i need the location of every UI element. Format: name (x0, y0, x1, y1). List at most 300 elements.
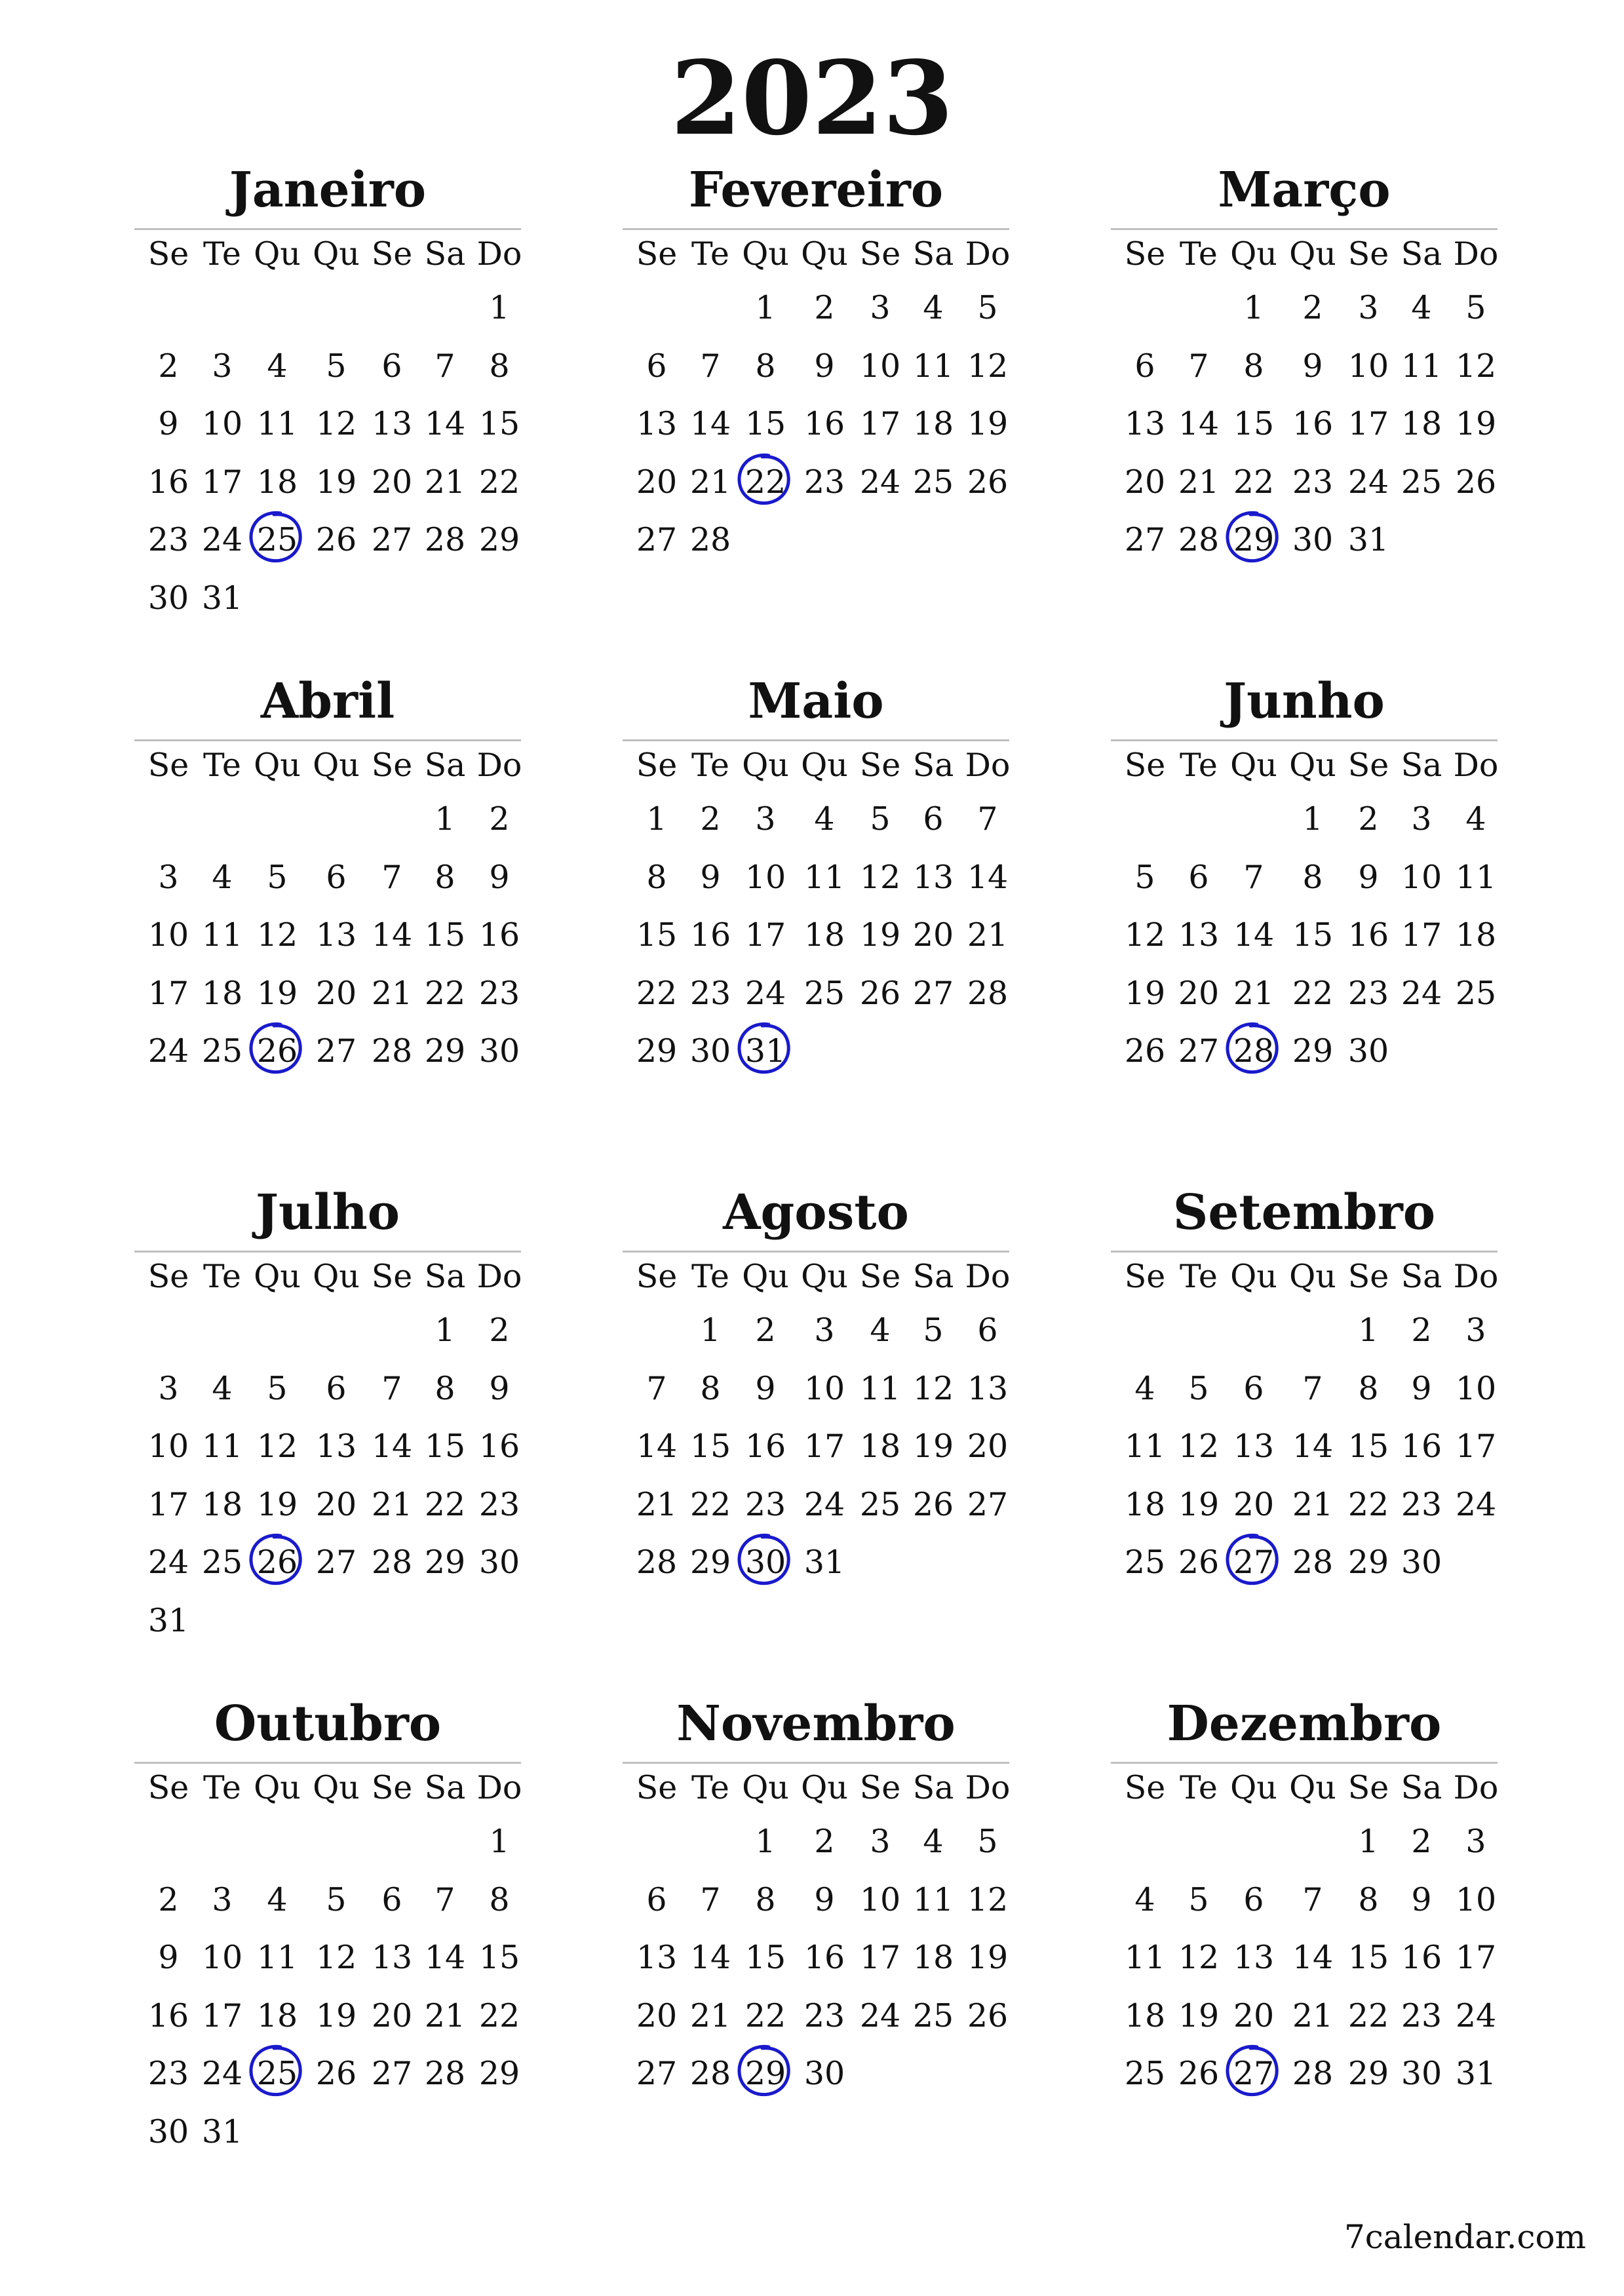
day-cell: 5 (977, 289, 998, 326)
day-cell: 15 (1347, 1428, 1389, 1465)
day-cell: 13 (1178, 916, 1220, 954)
day-cell: 9 (755, 1369, 776, 1407)
weekday-header: Qu (254, 235, 301, 273)
day-cell: 26 (315, 521, 357, 558)
day-cell: 29 (636, 1032, 678, 1070)
weekday-header: Te (203, 747, 241, 784)
day-cell: 11 (1124, 1428, 1166, 1465)
day-cell: 31 (1455, 2055, 1497, 2092)
day-cell: 28 (636, 1544, 678, 1581)
circle-mark-icon (735, 1530, 792, 1588)
day-cell: 15 (1292, 916, 1334, 954)
day-cell: 19 (912, 1428, 954, 1465)
day-cell: 17 (744, 916, 786, 954)
day-cell: 3 (755, 800, 776, 838)
day-cell: 25 (1124, 2055, 1166, 2092)
day-cell: 20 (371, 1996, 413, 2034)
day-cell-marked: 25 (250, 520, 305, 560)
day-cell: 13 (636, 405, 678, 442)
day-cell: 18 (256, 1996, 298, 2034)
day-cell: 12 (1178, 1428, 1220, 1465)
day-cell: 12 (1178, 1939, 1220, 1976)
day-cell: 28 (967, 974, 1009, 1012)
day-cell: 10 (147, 916, 189, 954)
day-cell: 10 (1455, 1369, 1497, 1407)
day-cell: 28 (371, 1032, 413, 1070)
day-cell: 20 (1233, 1996, 1275, 2034)
day-cell: 21 (1292, 1996, 1334, 2034)
day-cell: 29 (478, 2055, 520, 2092)
day-cell: 30 (478, 1544, 520, 1581)
month-dezembro (1111, 1698, 1498, 2170)
day-cell: 10 (201, 405, 243, 442)
day-cell: 24 (1455, 1996, 1497, 2034)
day-cell: 26 (859, 974, 901, 1012)
weekday-header: Se (636, 1258, 678, 1295)
day-cell-marked: 22 (738, 463, 793, 502)
weekday-header: Qu (742, 1769, 789, 1806)
day-cell: 2 (489, 800, 510, 838)
weekday-header: Do (476, 747, 522, 784)
day-cell: 15 (689, 1428, 731, 1465)
day-cell: 29 (1292, 1032, 1334, 1070)
weekday-header: Te (691, 747, 729, 784)
weekday-header: Sa (912, 1258, 954, 1295)
weekday-header: Se (636, 1769, 678, 1806)
day-cell: 27 (315, 1032, 357, 1070)
day-cell: 24 (1455, 1485, 1497, 1523)
weekday-header: Se (1347, 1769, 1389, 1806)
day-cell: 21 (636, 1485, 678, 1523)
day-cell: 22 (689, 1485, 731, 1523)
day-cell: 30 (689, 1032, 731, 1070)
weekday-header: Se (371, 1258, 413, 1295)
day-cell: 30 (147, 2112, 189, 2150)
day-cell: 13 (371, 405, 413, 442)
circle-mark-icon (246, 508, 304, 566)
weekday-header: Se (371, 235, 413, 273)
day-cell: 24 (803, 1485, 845, 1523)
day-cell: 9 (489, 858, 510, 896)
day-cell: 15 (478, 405, 520, 442)
day-cell: 21 (371, 974, 413, 1012)
day-cell: 1 (755, 289, 776, 326)
day-cell: 3 (158, 1369, 179, 1407)
day-cell: 8 (1243, 347, 1264, 385)
weekday-header: Qu (801, 1258, 848, 1295)
day-cell: 13 (912, 858, 954, 896)
day-cell: 28 (424, 521, 466, 558)
circle-mark-icon (246, 1019, 304, 1077)
day-cell: 23 (147, 521, 189, 558)
day-cell: 30 (147, 579, 189, 617)
day-cell: 12 (256, 1428, 298, 1465)
day-cell: 23 (147, 2055, 189, 2092)
day-cell: 20 (912, 916, 954, 954)
day-cell: 27 (1178, 1032, 1220, 1070)
day-cell: 19 (315, 1996, 357, 2034)
day-cell: 17 (1455, 1939, 1497, 1976)
weekday-header: Sa (912, 235, 954, 273)
day-cell: 9 (158, 405, 179, 442)
day-cell: 4 (814, 800, 835, 838)
weekday-header: Qu (1230, 1258, 1277, 1295)
weekday-header: Se (1124, 1769, 1166, 1806)
day-cell: 7 (700, 347, 721, 385)
weekday-header: Te (203, 1769, 241, 1806)
day-cell: 25 (912, 1996, 954, 2034)
day-cell: 7 (435, 1880, 455, 1918)
day-cell: 22 (424, 1485, 466, 1523)
weekday-header: Qu (254, 1258, 301, 1295)
circle-mark-icon (735, 2042, 792, 2099)
day-cell: 13 (315, 916, 357, 954)
day-cell: 14 (1292, 1939, 1334, 1976)
day-cell: 18 (201, 974, 243, 1012)
day-cell: 2 (1302, 289, 1323, 326)
weekday-header: Sa (1401, 747, 1442, 784)
day-cell: 24 (859, 1996, 901, 2034)
day-cell: 19 (256, 1485, 298, 1523)
weekday-header: Se (636, 235, 678, 273)
day-cell: 31 (147, 1601, 189, 1639)
day-cell: 2 (158, 347, 179, 385)
day-cell: 5 (1465, 289, 1486, 326)
day-cell: 23 (1401, 1485, 1442, 1523)
day-cell: 4 (267, 1880, 288, 1918)
day-cell: 14 (424, 1939, 466, 1976)
day-cell: 2 (489, 1312, 510, 1349)
day-cell-marked: 31 (738, 1032, 793, 1071)
day-cell: 11 (256, 1939, 298, 1976)
day-cell: 22 (744, 1996, 786, 2034)
day-cell: 26 (1178, 1544, 1220, 1581)
day-cell: 2 (700, 800, 721, 838)
day-cell: 18 (859, 1428, 901, 1465)
day-cell: 10 (803, 1369, 845, 1407)
weekday-header: Se (859, 747, 901, 784)
day-cell: 24 (1347, 463, 1389, 501)
day-cell: 25 (1124, 1544, 1166, 1581)
day-cell: 29 (424, 1544, 466, 1581)
weekday-header: Se (147, 1769, 189, 1806)
day-cell-marked: 27 (1226, 2054, 1281, 2093)
day-cell: 23 (803, 463, 845, 501)
day-cell: 14 (371, 1428, 413, 1465)
day-cell: 5 (267, 858, 288, 896)
weekday-header: Te (1180, 747, 1218, 784)
day-cell: 3 (870, 1823, 891, 1860)
day-cell: 4 (1134, 1880, 1155, 1918)
weekday-header: Do (476, 1258, 522, 1295)
day-cell: 26 (1455, 463, 1497, 501)
day-cell: 5 (977, 1823, 998, 1860)
weekday-header: Se (1347, 235, 1389, 273)
day-cell: 13 (371, 1939, 413, 1976)
day-cell: 10 (859, 1880, 901, 1918)
weekday-header: Qu (313, 1258, 360, 1295)
circle-mark-icon (735, 450, 792, 508)
day-cell: 6 (1188, 858, 1209, 896)
day-cell: 9 (489, 1369, 510, 1407)
day-cell: 12 (967, 1880, 1009, 1918)
weekday-header: Se (147, 235, 189, 273)
weekday-header: Do (476, 235, 522, 273)
weekday-header: Qu (313, 1769, 360, 1806)
day-cell: 11 (1401, 347, 1442, 385)
month-name: Agosto (723, 1184, 909, 1241)
month-agosto (623, 1186, 1009, 1658)
day-cell: 20 (315, 974, 357, 1012)
day-cell: 14 (371, 916, 413, 954)
day-cell: 26 (967, 463, 1009, 501)
day-cell: 22 (478, 1996, 520, 2034)
day-cell: 7 (435, 347, 455, 385)
day-cell: 24 (201, 2055, 243, 2092)
day-cell: 27 (371, 521, 413, 558)
day-cell: 9 (700, 858, 721, 896)
weekday-header: Do (965, 1769, 1011, 1806)
day-cell: 25 (859, 1485, 901, 1523)
day-cell: 2 (814, 1823, 835, 1860)
day-cell: 1 (489, 289, 510, 326)
day-cell: 22 (1347, 1996, 1389, 2034)
day-cell: 2 (1358, 800, 1379, 838)
weekday-header: Sa (424, 235, 466, 273)
circle-mark-icon (1223, 508, 1281, 566)
day-cell: 27 (636, 521, 678, 558)
day-cell: 13 (315, 1428, 357, 1465)
day-cell: 27 (371, 2055, 413, 2092)
day-cell: 4 (870, 1312, 891, 1349)
day-cell: 6 (646, 347, 667, 385)
day-cell: 21 (371, 1485, 413, 1523)
weekday-header: Se (859, 235, 901, 273)
weekday-header: Sa (424, 747, 466, 784)
day-cell: 7 (977, 800, 998, 838)
day-cell: 17 (147, 974, 189, 1012)
month-divider (1111, 739, 1498, 741)
day-cell: 10 (201, 1939, 243, 1976)
day-cell: 27 (1124, 521, 1166, 558)
day-cell: 21 (424, 1996, 466, 2034)
day-cell: 14 (967, 858, 1009, 896)
weekday-header: Do (1453, 1769, 1499, 1806)
day-cell: 25 (1401, 463, 1442, 501)
day-cell: 17 (803, 1428, 845, 1465)
month-name: Novembro (676, 1696, 956, 1752)
weekday-header: Te (203, 235, 241, 273)
day-cell: 30 (478, 1032, 520, 1070)
day-cell: 15 (424, 1428, 466, 1465)
day-cell: 26 (1178, 2055, 1220, 2092)
weekday-header: Sa (1401, 1258, 1442, 1295)
day-cell: 23 (1401, 1996, 1442, 2034)
day-cell: 3 (158, 858, 179, 896)
month-outubro (134, 1698, 521, 2170)
weekday-header: Te (691, 1258, 729, 1295)
day-cell: 10 (1401, 858, 1442, 896)
weekday-header: Sa (912, 747, 954, 784)
day-cell: 18 (1455, 916, 1497, 954)
day-cell: 23 (1347, 974, 1389, 1012)
day-cell: 8 (700, 1369, 721, 1407)
day-cell: 14 (424, 405, 466, 442)
day-cell: 8 (489, 1880, 510, 1918)
day-cell: 23 (478, 974, 520, 1012)
day-cell: 11 (912, 347, 954, 385)
month-divider (134, 1762, 521, 1764)
day-cell: 22 (636, 974, 678, 1012)
month-divider (623, 739, 1009, 741)
day-cell: 27 (967, 1485, 1009, 1523)
day-cell: 10 (147, 1428, 189, 1465)
day-cell: 20 (1124, 463, 1166, 501)
weekday-header: Do (965, 235, 1011, 273)
day-cell: 10 (744, 858, 786, 896)
month-name: Abril (260, 673, 395, 730)
day-cell: 16 (1347, 916, 1389, 954)
day-cell: 1 (1302, 800, 1323, 838)
day-cell: 28 (371, 1544, 413, 1581)
day-cell: 19 (315, 463, 357, 501)
day-cell: 7 (1243, 858, 1264, 896)
day-cell-marked: 29 (738, 2054, 793, 2093)
day-cell: 29 (689, 1544, 731, 1581)
day-cell: 13 (1233, 1939, 1275, 1976)
day-cell: 28 (1292, 2055, 1334, 2092)
day-cell: 6 (977, 1312, 998, 1349)
weekday-header: Qu (742, 747, 789, 784)
weekday-header: Te (1180, 1769, 1218, 1806)
month-junho (1111, 675, 1498, 1147)
day-cell: 3 (870, 289, 891, 326)
day-cell-marked: 30 (738, 1543, 793, 1582)
weekday-header: Se (1124, 747, 1166, 784)
day-cell: 21 (967, 916, 1009, 954)
day-cell: 19 (1455, 405, 1497, 442)
month-divider (134, 739, 521, 741)
day-cell: 3 (1465, 1312, 1486, 1349)
day-cell: 11 (256, 405, 298, 442)
day-cell: 16 (478, 1428, 520, 1465)
day-cell: 12 (256, 916, 298, 954)
weekday-header: Te (203, 1258, 241, 1295)
weekday-header: Sa (424, 1258, 466, 1295)
month-setembro (1111, 1186, 1498, 1658)
weekday-header: Do (476, 1769, 522, 1806)
day-cell: 5 (1134, 858, 1155, 896)
month-novembro (623, 1698, 1009, 2170)
day-cell: 25 (912, 463, 954, 501)
day-cell: 11 (1455, 858, 1497, 896)
day-cell: 17 (201, 463, 243, 501)
day-cell: 24 (147, 1544, 189, 1581)
day-cell: 3 (1465, 1823, 1486, 1860)
weekday-header: Se (1124, 235, 1166, 273)
day-cell: 15 (744, 1939, 786, 1976)
day-cell: 19 (859, 916, 901, 954)
month-divider (1111, 1762, 1498, 1764)
weekday-header: Te (1180, 235, 1218, 273)
day-cell-marked: 28 (1226, 1032, 1281, 1071)
day-cell: 18 (1124, 1485, 1166, 1523)
day-cell: 2 (814, 289, 835, 326)
day-cell: 5 (326, 1880, 347, 1918)
day-cell: 3 (814, 1312, 835, 1349)
weekday-header: Se (859, 1258, 901, 1295)
month-maio (623, 675, 1009, 1147)
day-cell: 28 (689, 2055, 731, 2092)
day-cell: 13 (1124, 405, 1166, 442)
day-cell: 12 (315, 405, 357, 442)
day-cell: 7 (381, 858, 402, 896)
weekday-header: Se (1347, 1258, 1389, 1295)
day-cell: 30 (1401, 2055, 1442, 2092)
weekday-header: Qu (1289, 747, 1336, 784)
weekday-header: Se (636, 747, 678, 784)
month-divider (623, 228, 1009, 230)
day-cell: 8 (1358, 1880, 1379, 1918)
day-cell: 21 (1233, 974, 1275, 1012)
circle-mark-icon (735, 1019, 792, 1077)
weekday-header: Se (147, 747, 189, 784)
day-cell: 1 (489, 1823, 510, 1860)
day-cell-marked: 26 (250, 1032, 305, 1071)
weekday-header: Sa (424, 1769, 466, 1806)
day-cell: 23 (689, 974, 731, 1012)
day-cell: 4 (1134, 1369, 1155, 1407)
day-cell: 22 (1233, 463, 1275, 501)
day-cell: 27 (912, 974, 954, 1012)
day-cell: 6 (923, 800, 944, 838)
weekday-header: Qu (254, 1769, 301, 1806)
day-cell: 6 (326, 1369, 347, 1407)
weekday-header: Te (691, 1769, 729, 1806)
month-julho (134, 1186, 521, 1658)
year-title: 2023 (670, 38, 954, 158)
weekday-header: Se (1124, 1258, 1166, 1295)
day-cell: 1 (755, 1823, 776, 1860)
day-cell: 3 (1411, 800, 1432, 838)
day-cell: 18 (803, 916, 845, 954)
weekday-header: Qu (1289, 1769, 1336, 1806)
month-name: Fevereiro (688, 162, 944, 218)
day-cell: 21 (689, 463, 731, 501)
weekday-header: Do (965, 747, 1011, 784)
day-cell: 11 (912, 1880, 954, 1918)
day-cell: 7 (646, 1369, 667, 1407)
day-cell: 17 (1455, 1428, 1497, 1465)
day-cell: 1 (646, 800, 667, 838)
day-cell: 12 (1455, 347, 1497, 385)
day-cell: 12 (315, 1939, 357, 1976)
day-cell: 1 (1243, 289, 1264, 326)
day-cell: 27 (636, 2055, 678, 2092)
weekday-header: Te (1180, 1258, 1218, 1295)
month-name: Janeiro (229, 162, 427, 218)
day-cell: 12 (1124, 916, 1166, 954)
day-cell: 4 (212, 858, 233, 896)
day-cell-marked: 25 (250, 2054, 305, 2093)
day-cell: 16 (1401, 1939, 1442, 1976)
day-cell: 11 (803, 858, 845, 896)
day-cell: 17 (201, 1996, 243, 2034)
day-cell: 23 (1292, 463, 1334, 501)
day-cell: 20 (1178, 974, 1220, 1012)
day-cell: 20 (636, 463, 678, 501)
day-cell: 18 (912, 1939, 954, 1976)
